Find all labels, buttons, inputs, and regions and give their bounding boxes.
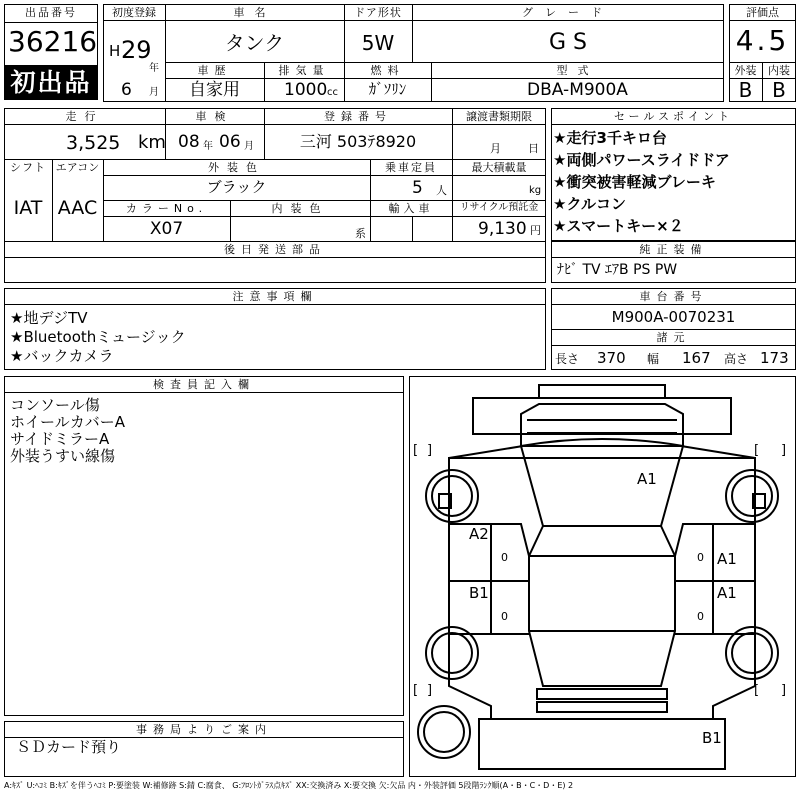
- note-item: ★地デジTV: [10, 309, 88, 327]
- model-label: 型式: [556, 64, 599, 77]
- transfer-deadline-label: 譲渡書類期限: [466, 110, 532, 123]
- transfer-day-unit: 日: [528, 142, 539, 155]
- sales-point-item: ★スマートキー×２: [553, 217, 684, 235]
- import-label: 輸入車: [388, 202, 434, 215]
- mileage-label: 走行: [65, 110, 104, 123]
- displacement: 1000: [284, 80, 328, 100]
- notes-label: 注意事項欄: [232, 290, 318, 303]
- height-label: 高さ: [724, 352, 749, 366]
- inspection-month: 06: [219, 132, 241, 152]
- damage-mark-right-rear: A1: [717, 584, 737, 602]
- inspection-month-unit: 月: [244, 141, 254, 152]
- inspection-year-unit: 年: [203, 141, 213, 152]
- damage-mark-left-front: A2: [469, 525, 489, 543]
- mileage-unit: km: [138, 132, 166, 153]
- exterior-grade: B: [738, 78, 753, 102]
- height-value: 173: [760, 349, 789, 367]
- parts-label: 後日発送部品: [224, 243, 326, 256]
- car-name-label: 車名: [233, 6, 276, 19]
- grade-label: グレード: [522, 6, 614, 19]
- fuel-label: 燃料: [370, 64, 405, 77]
- sales-point-item: ★両側パワースライドドア: [553, 151, 730, 169]
- door-type: 5W: [361, 31, 395, 55]
- color-number-label: カラーNo.: [125, 202, 208, 215]
- displacement-label: 排気量: [278, 64, 330, 77]
- svg-text:[: [: [754, 443, 760, 458]
- capacity-label: 乗車定員: [385, 161, 437, 174]
- first-listing-badge: 初出品: [4, 66, 98, 100]
- lot-number: 36216: [8, 25, 98, 58]
- svg-text:]: ]: [427, 443, 433, 458]
- first-registration-label: 初度登録: [112, 6, 156, 19]
- interior-label: 内装: [768, 64, 790, 77]
- history: 自家用: [189, 80, 240, 100]
- score: 4.5: [735, 24, 790, 57]
- door-label: ドア形状: [354, 6, 402, 19]
- capacity: 5: [412, 178, 423, 198]
- history-label: 車歴: [197, 64, 232, 77]
- spec-label: 諸元: [656, 331, 691, 344]
- lot-number-label: 出品番号: [25, 6, 77, 19]
- fuel: ｶﾞｿﾘﾝ: [368, 80, 407, 98]
- shift: IAT: [13, 197, 43, 219]
- length-label: 長さ: [555, 352, 580, 366]
- shift-label: シフト: [10, 161, 46, 174]
- registration-year: 29: [121, 36, 152, 64]
- max-load-unit: kg: [529, 185, 542, 196]
- exterior-color: ブラック: [206, 178, 267, 196]
- inspection-year: 08: [178, 132, 200, 152]
- score-label: 評価点: [746, 6, 779, 19]
- sales-points-label: セールスポイント: [613, 110, 733, 123]
- zero-mark: 0: [697, 610, 704, 623]
- recycle-fee-unit: 円: [530, 224, 541, 237]
- inspector-label: 検査員記入欄: [153, 378, 255, 391]
- zero-mark: 0: [501, 610, 508, 623]
- chassis-number: M900A-0070231: [611, 308, 736, 326]
- mileage: 3,525: [66, 132, 121, 154]
- damage-mark-rear: B1: [702, 729, 722, 747]
- interior-color-unit: 系: [355, 227, 366, 240]
- plate-number: 三河 503ﾃ8920: [299, 132, 417, 151]
- zero-mark: 0: [697, 551, 704, 564]
- inspection-label: 車検: [195, 110, 234, 123]
- damage-mark-hood: A1: [637, 470, 657, 488]
- era: H: [109, 42, 121, 60]
- svg-text:[: [: [413, 443, 419, 458]
- svg-text:]: ]: [781, 443, 787, 458]
- note-item: ★Bluetoothミュージック: [10, 328, 186, 346]
- svg-text:[: [: [754, 683, 760, 698]
- color-number: X07: [149, 219, 184, 239]
- office-note: ＳＤカード預り: [16, 738, 122, 756]
- damage-mark-right-front: A1: [717, 550, 737, 568]
- recycle-fee-label: リサイクル預託金: [459, 202, 539, 213]
- year-unit: 年: [149, 63, 159, 74]
- inspector-item: サイドミラーA: [10, 430, 110, 448]
- plate-label: 登録番号: [324, 110, 392, 123]
- equipment-value: ﾅﾋﾞ TV ｴｱB PS PW: [557, 262, 678, 278]
- office-label: 事務局よりご案内: [136, 723, 272, 736]
- svg-text:]: ]: [781, 683, 787, 698]
- svg-text:[: [: [413, 683, 419, 698]
- damage-mark-left-rear: B1: [469, 584, 489, 602]
- chassis-label: 車台番号: [639, 290, 708, 303]
- width-value: 167: [682, 349, 711, 367]
- length-value: 370: [597, 349, 626, 367]
- inspector-item: ホイールカバーA: [10, 413, 125, 431]
- model: DBA-M900A: [527, 80, 628, 100]
- displacement-unit: cc: [327, 87, 338, 98]
- interior-grade: B: [772, 78, 786, 102]
- recycle-fee: 9,130: [478, 219, 527, 239]
- interior-color-label: 内装色: [271, 202, 329, 215]
- car-name: タンク: [224, 31, 285, 55]
- sales-point-item: ★衝突被害軽減ブレーキ: [553, 173, 716, 191]
- equipment-label: 純正装備: [639, 243, 708, 256]
- legend: A:ｷｽﾞ U:ﾍｺﾐ B:ｷｽﾞを伴うﾍｺﾐ P:要塗装 W:補修跡 S:錆 C:腐食、 G:ﾌﾛﾝﾄｶﾞﾗｽ点ｷｽﾞ XX:交換済み X:要交換 欠:欠品 内・外装評価 5段階ﾗﾝｸ順(A・B・C・D・E) 2: [4, 781, 574, 790]
- transfer-month-unit: 月: [490, 142, 501, 155]
- ac-label: エアコン: [55, 161, 100, 174]
- exterior-color-label: 外装色: [208, 161, 265, 174]
- width-label: 幅: [647, 352, 660, 366]
- grade: G S: [548, 30, 587, 55]
- capacity-unit: 人: [436, 184, 447, 197]
- zero-mark: 0: [501, 551, 508, 564]
- svg-text:]: ]: [427, 683, 433, 698]
- inspector-item: コンソール傷: [10, 396, 100, 414]
- registration-month: 6: [121, 80, 132, 100]
- month-unit: 月: [149, 87, 159, 98]
- sales-point-item: ★走行3千キロ台: [553, 129, 667, 147]
- inspector-item: 外装うすい線傷: [10, 447, 116, 465]
- sales-point-item: ★クルコン: [553, 195, 626, 213]
- car-damage-diagram: [409, 376, 796, 777]
- max-load-label: 最大積載量: [471, 161, 527, 174]
- exterior-label: 外装: [734, 64, 757, 77]
- air-conditioner: AAC: [57, 197, 98, 219]
- note-item: ★バックカメラ: [10, 347, 114, 365]
